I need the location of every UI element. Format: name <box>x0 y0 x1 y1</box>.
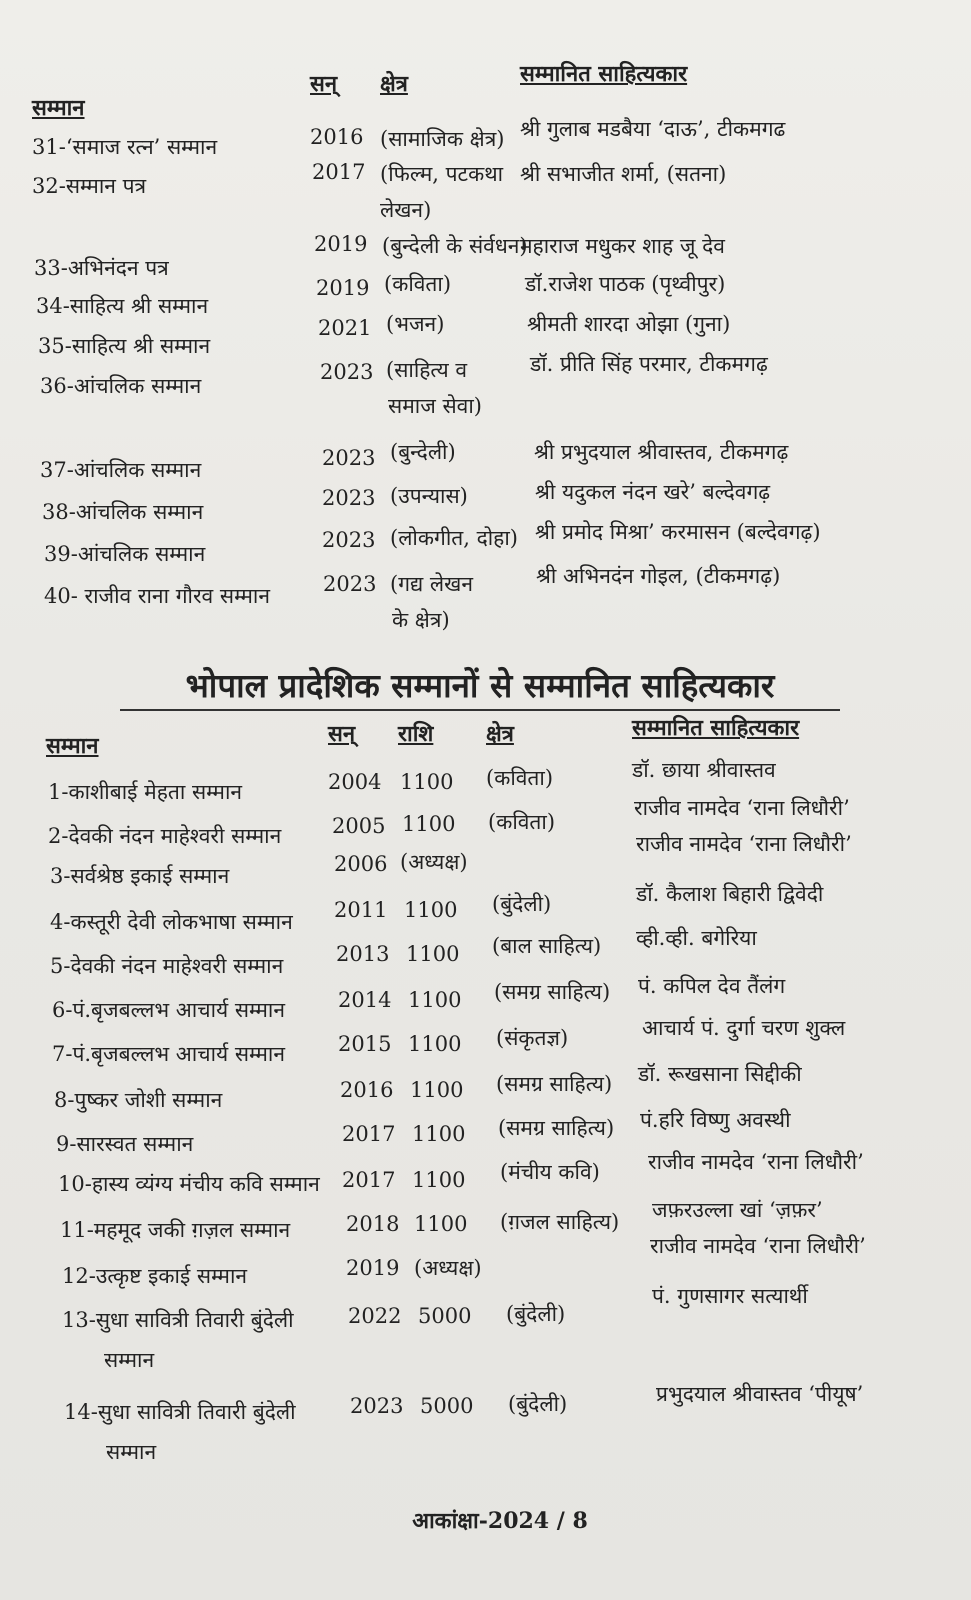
header-kshetra: क्षेत्र <box>380 71 408 97</box>
cell-san: 2011 <box>334 898 388 922</box>
cell-rashi: 5000 <box>418 1304 472 1328</box>
cell-sahityakar: आचार्य पं. दुर्गा चरण शुक्ल <box>642 1016 846 1040</box>
cell-sahityakar: श्री प्रभुदयाल श्रीवास्तव, टीकमगढ़ <box>534 440 789 464</box>
cell-rashi: 1100 <box>402 812 456 836</box>
cell-sahityakar: व्ही.व्ही. बगेरिया <box>636 926 757 950</box>
cell-samman: 4-कस्तूरी देवी लोकभाषा सम्मान <box>50 910 293 934</box>
cell-sahityakar: श्री प्रमोद मिश्रा’ करमासन (बल्देवगढ़) <box>535 520 821 544</box>
header-rashi: राशि <box>398 721 434 747</box>
cell-sahityakar: महाराज मधुकर शाह जू देव <box>520 234 725 258</box>
cell-rashi: 1100 <box>404 898 458 922</box>
cell-kshetra-cont: के क्षेत्र) <box>392 608 450 632</box>
cell-san: 2017 <box>342 1122 396 1146</box>
page-footer: आकांक्षा-2024 / 8 <box>412 1508 588 1534</box>
cell-samman: 3-सर्वश्रेष्ठ इकाई सम्मान <box>50 864 230 888</box>
cell-san: 2005 <box>332 814 386 838</box>
cell-sahityakar: डॉ. छाया श्रीवास्तव <box>632 758 776 782</box>
cell-sahityakar: जफ़रउल्ला खां ‘ज़फ़र’ <box>652 1198 823 1222</box>
cell-kshetra: (गद्य लेखन <box>390 572 473 596</box>
cell-kshetra: (कविता) <box>486 766 554 790</box>
table-row <box>0 310 971 358</box>
cell-kshetra: (बुंदेली) <box>506 1302 566 1326</box>
header-sahityakar: सम्मानित साहित्यकार <box>632 715 800 741</box>
cell-san: 2019 <box>316 276 370 300</box>
cell-kshetra-cont: समाज सेवा) <box>388 394 482 418</box>
table-row <box>0 478 971 524</box>
cell-samman: 32-सम्मान पत्र <box>32 174 147 198</box>
cell-san: 2023 <box>323 572 377 596</box>
table-row <box>0 882 971 934</box>
cell-kshetra: (ग़जल साहित्य) <box>500 1210 620 1234</box>
cell-kshetra: (समग्र साहित्य) <box>496 1072 613 1096</box>
cell-san: 2015 <box>338 1032 392 1056</box>
cell-san: 2023 <box>322 528 376 552</box>
header-samman: सम्मान <box>32 95 85 121</box>
cell-samman: 31-‘समाज रत्न’ सम्मान <box>32 135 218 159</box>
cell-san: 2004 <box>328 770 382 794</box>
cell-san: 2017 <box>342 1168 396 1192</box>
cell-sahityakar: श्रीमती शारदा ओझा (गुना) <box>527 312 731 336</box>
cell-rashi: 1100 <box>400 770 454 794</box>
table-row <box>0 1062 971 1112</box>
cell-kshetra: (बुन्देली के संर्वधन) <box>382 234 528 258</box>
cell-samman: 34-साहित्य श्री सम्मान <box>36 294 209 318</box>
cell-rashi: 1100 <box>412 1168 466 1192</box>
table-row <box>0 1150 971 1196</box>
cell-samman: 9-सारस्वत सम्मान <box>56 1132 194 1156</box>
cell-samman: 36-आंचलिक सम्मान <box>40 374 202 398</box>
cell-sahityakar: डॉ.राजेश पाठक (पृथ्वीपुर) <box>525 272 726 296</box>
cell-rashi: (अध्यक्ष) <box>414 1256 482 1280</box>
cell-san: 2023 <box>322 486 376 510</box>
cell-rashi: 1100 <box>406 942 460 966</box>
cell-san: 2006 <box>334 852 388 876</box>
cell-rashi: (अध्यक्ष) <box>400 850 468 874</box>
section-title: भोपाल प्रादेशिक सम्मानों से सम्मानित साहित्यकार <box>120 662 840 711</box>
table-row <box>0 926 971 978</box>
cell-sahityakar: श्री अभिनदंन गोइल, (टीकमगढ़) <box>536 564 781 588</box>
table-row <box>0 1284 971 1372</box>
table-row <box>0 117 971 159</box>
table-row <box>0 1234 971 1288</box>
cell-kshetra: (बुंदेली) <box>492 892 552 916</box>
cell-kshetra: (बुंदेली) <box>508 1392 568 1416</box>
table-row <box>0 1382 971 1464</box>
cell-kshetra: (भजन) <box>386 312 445 336</box>
cell-rashi: 1100 <box>408 1032 462 1056</box>
cell-san: 2018 <box>346 1212 400 1236</box>
cell-sahityakar: राजीव नामदेव ‘राना लिधौरी’ <box>648 1150 864 1174</box>
table-row <box>0 518 971 566</box>
cell-sahityakar: राजीव नामदेव ‘राना लिधौरी’ <box>634 796 850 820</box>
cell-samman: 37-आंचलिक सम्मान <box>40 458 202 482</box>
cell-sahityakar: श्री सभाजीत शर्मा, (सतना) <box>520 162 727 186</box>
cell-rashi: 1100 <box>408 988 462 1012</box>
cell-kshetra: (कविता) <box>488 810 556 834</box>
cell-san: 2022 <box>348 1304 402 1328</box>
cell-sahityakar: श्री यदुकल नंदन खरे’ बल्देवगढ़ <box>535 480 771 504</box>
cell-sahityakar: डॉ. कैलाश बिहारी द्विवेदी <box>636 882 824 906</box>
cell-san: 2017 <box>312 160 366 184</box>
cell-samman: 38-आंचलिक सम्मान <box>42 500 204 524</box>
cell-sahityakar: डॉ. रूखसाना सिद्दीकी <box>638 1062 802 1086</box>
cell-san: 2023 <box>322 446 376 470</box>
cell-rashi: 1100 <box>414 1212 468 1236</box>
cell-san: 2021 <box>318 316 372 340</box>
header-sahityakar: सम्मानित साहित्यकार <box>520 61 688 87</box>
cell-samman: 11-महमूद जकी ग़ज़ल सम्मान <box>60 1218 291 1242</box>
cell-samman: 12-उत्कृष्ट इकाई सम्मान <box>62 1264 248 1288</box>
cell-kshetra: (उपन्यास) <box>390 484 468 508</box>
table-row <box>0 1016 971 1066</box>
cell-sahityakar: पं. गुणसागर सत्यार्थी <box>652 1284 808 1308</box>
table-row <box>0 758 971 804</box>
cell-san: 2016 <box>310 125 364 149</box>
header-san: सन् <box>310 71 338 97</box>
table-row <box>0 438 971 482</box>
cell-kshetra: (मंचीय कवि) <box>500 1160 600 1184</box>
cell-sahityakar: राजीव नामदेव ‘राना लिधौरी’ <box>650 1234 866 1258</box>
cell-kshetra: (समग्र साहित्य) <box>494 980 611 1004</box>
cell-kshetra: (फिल्म, पटकथा <box>380 162 504 186</box>
cell-kshetra: (बाल साहित्य) <box>492 934 602 958</box>
table-row <box>0 160 971 222</box>
cell-san: 2014 <box>338 988 392 1012</box>
header-samman: सम्मान <box>46 733 99 759</box>
cell-samman-cont: सम्मान <box>106 1440 157 1464</box>
cell-samman: 5-देवकी नंदन माहेश्वरी सम्मान <box>50 954 284 978</box>
cell-kshetra: (संकृतज्ञ) <box>496 1026 569 1050</box>
cell-sahityakar: पं. कपिल देव तैंलंग <box>638 974 786 998</box>
cell-kshetra: (साहित्य व <box>386 358 468 382</box>
cell-rashi: 1100 <box>410 1078 464 1102</box>
table-row <box>0 974 971 1022</box>
cell-samman: 14-सुधा सावित्री तिवारी बुंदेली <box>64 1400 296 1424</box>
cell-kshetra: (बुन्देली) <box>390 440 456 464</box>
cell-san: 2023 <box>320 360 374 384</box>
cell-rashi: 1100 <box>412 1122 466 1146</box>
cell-samman: 8-पुष्कर जोशी सम्मान <box>54 1088 223 1112</box>
cell-kshetra: (समग्र साहित्य) <box>498 1116 615 1140</box>
cell-san: 2016 <box>340 1078 394 1102</box>
header-kshetra: क्षेत्र <box>486 721 514 747</box>
header-san: सन् <box>328 721 356 747</box>
cell-sahityakar: डॉ. प्रीति सिंह परमार, टीकमगढ़ <box>530 352 768 376</box>
cell-samman: 35-साहित्य श्री सम्मान <box>38 334 211 358</box>
cell-samman: 7-पं.बृजबल्लभ आचार्य सम्मान <box>52 1042 285 1066</box>
cell-samman: 13-सुधा सावित्री तिवारी बुंदेली <box>62 1308 294 1332</box>
cell-sahityakar: प्रभुदयाल श्रीवास्तव ‘पीयूष’ <box>656 1382 864 1406</box>
cell-samman: 40- राजीव राना गौरव सम्मान <box>44 584 271 608</box>
cell-samman: 33-अभिनंदन पत्र <box>34 256 169 280</box>
table-row <box>0 1108 971 1156</box>
cell-samman: 1-काशीबाई मेहता सम्मान <box>48 780 243 804</box>
table-row <box>0 562 971 632</box>
cell-kshetra: (सामाजिक क्षेत्र) <box>380 127 505 151</box>
table-row <box>0 350 971 418</box>
table-row <box>0 232 971 280</box>
cell-san: 2013 <box>336 942 390 966</box>
cell-samman-cont: सम्मान <box>104 1348 155 1372</box>
cell-san: 2019 <box>346 1256 400 1280</box>
cell-samman: 2-देवकी नंदन माहेश्वरी सम्मान <box>48 824 282 848</box>
cell-rashi: 5000 <box>420 1394 474 1418</box>
cell-kshetra: (कविता) <box>384 272 452 296</box>
cell-kshetra: (लोकगीत, दोहा) <box>390 526 518 550</box>
cell-san: 2019 <box>314 232 368 256</box>
table-row <box>0 270 971 318</box>
cell-sahityakar: राजीव नामदेव ‘राना लिधौरी’ <box>636 832 852 856</box>
cell-samman: 6-पं.बृजबल्लभ आचार्य सम्मान <box>52 998 285 1022</box>
cell-san: 2023 <box>350 1394 404 1418</box>
cell-kshetra-cont: लेखन) <box>380 198 432 222</box>
cell-sahityakar: श्री गुलाब मडबैया ‘दाऊ’, टीकमगढ <box>520 117 786 141</box>
cell-sahityakar: पं.हरि विष्णु अवस्थी <box>640 1108 791 1132</box>
cell-samman: 39-आंचलिक सम्मान <box>44 542 206 566</box>
cell-samman: 10-हास्य व्यंग्य मंचीय कवि सम्मान <box>58 1172 320 1196</box>
